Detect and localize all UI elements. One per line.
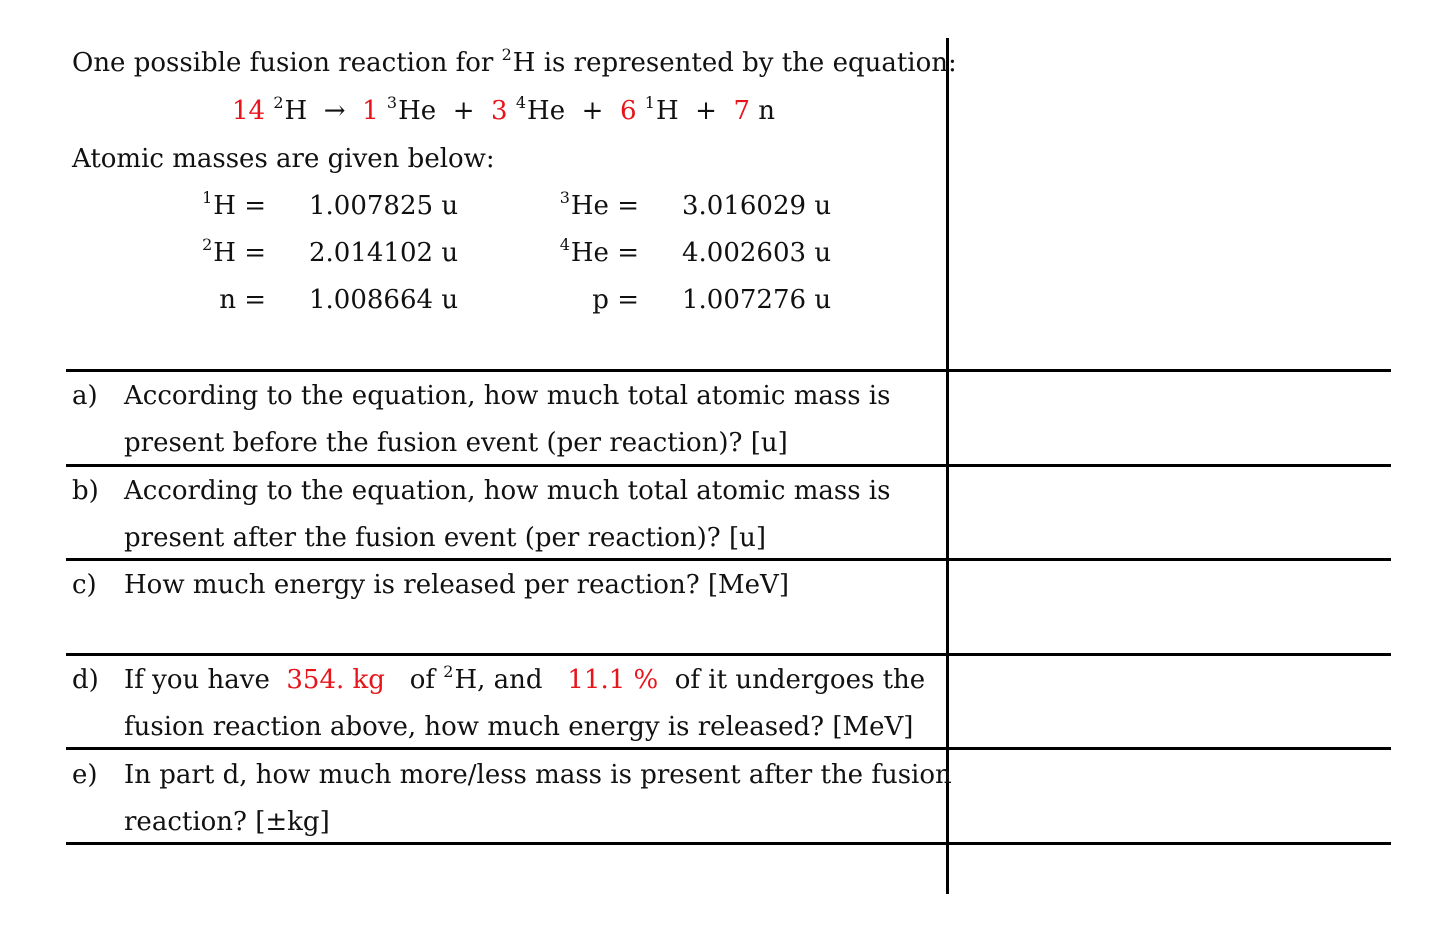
intro-mass-number: 2 <box>501 44 512 64</box>
mass-number: 3 <box>386 92 398 112</box>
element-symbol: He <box>527 96 566 126</box>
coefficient-2h: 14 <box>232 96 266 126</box>
question-d-line2: fusion reaction above, how much energy is released? [MeV] <box>124 712 914 742</box>
reaction-arrow: → <box>323 96 346 126</box>
question-e-label: e) <box>72 760 98 790</box>
question-b-label: b) <box>72 476 99 506</box>
mass-number: 2 <box>202 234 213 254</box>
mass-number: 1 <box>202 187 213 207</box>
row-divider <box>66 558 1391 561</box>
element-symbol: H <box>655 96 679 126</box>
element-symbol: n <box>758 96 776 126</box>
question-a-line1: According to the equation, how much total atomic mass is <box>124 381 891 411</box>
question-a-label: a) <box>72 381 98 411</box>
plus-sign: + <box>581 96 604 126</box>
masses-heading: Atomic masses are given below: <box>72 144 495 174</box>
mass-value-3he: 3.016029 u <box>682 191 832 221</box>
mass-label-1h <box>150 187 266 221</box>
coefficient-4he: 3 <box>491 96 508 126</box>
plus-sign: + <box>452 96 475 126</box>
mass-label-text: H = <box>213 191 266 221</box>
row-divider <box>66 842 1391 845</box>
coefficient-1h: 6 <box>619 96 637 126</box>
mass-value-4he: 4.002603 u <box>682 238 832 268</box>
question-e-line1: In part d, how much more/less mass is present after the fusion <box>124 760 952 790</box>
question-b-line1: According to the equation, how much total atomic mass is <box>124 476 891 506</box>
mass-label-text: H = <box>213 238 266 268</box>
mass-number: 4 <box>559 234 570 254</box>
mass-label-p: p = <box>592 285 639 315</box>
mass-label-4he <box>520 234 639 268</box>
deuterium-mass-value: 354. kg <box>286 665 385 695</box>
mass-number: 4 <box>515 92 527 112</box>
row-divider <box>66 653 1391 656</box>
question-d-line1 <box>124 661 926 695</box>
intro-post: H is represented by the equation: <box>512 48 957 78</box>
mass-number: 3 <box>559 187 570 207</box>
question-d-label: d) <box>72 665 99 695</box>
mass-value-p: 1.007276 u <box>682 285 832 315</box>
question-c-label: c) <box>72 570 97 600</box>
question-d-of: of <box>409 665 436 695</box>
mass-label-3he <box>520 187 639 221</box>
row-divider <box>66 464 1391 467</box>
mass-number: 1 <box>644 92 655 112</box>
coefficient-3he: 1 <box>362 96 379 126</box>
plus-sign: + <box>695 96 717 126</box>
fusion-percent-value: 11.1 % <box>567 665 659 695</box>
question-b-line2: present after the fusion event (per reaction)? [u] <box>124 523 767 553</box>
row-divider <box>66 747 1391 750</box>
question-d-iso-post: H, and <box>454 665 543 695</box>
question-e-line2: reaction? [±kg] <box>124 807 330 837</box>
mass-label-text: He = <box>570 191 639 221</box>
mass-label-2h <box>150 234 266 268</box>
question-d-post: of it undergoes the <box>674 665 926 695</box>
mass-number: 2 <box>443 661 454 681</box>
intro-text <box>72 44 957 78</box>
mass-label-n: n = <box>219 285 266 315</box>
mass-label-text: He = <box>570 238 639 268</box>
element-symbol: He <box>398 96 437 126</box>
question-d-pre: If you have <box>124 665 270 695</box>
intro-pre: One possible fusion reaction for <box>72 48 494 78</box>
coefficient-n: 7 <box>733 96 751 126</box>
mass-value-2h: 2.014102 u <box>309 238 459 268</box>
question-a-line2: present before the fusion event (per reaction)? [u] <box>124 428 788 458</box>
mass-number: 2 <box>273 92 284 112</box>
mass-value-n: 1.008664 u <box>309 285 459 315</box>
mass-value-1h: 1.007825 u <box>309 191 459 221</box>
row-divider <box>66 369 1391 372</box>
element-symbol: H <box>284 96 308 126</box>
fusion-equation <box>232 92 776 126</box>
question-c-line1: How much energy is released per reaction? [MeV] <box>124 570 789 600</box>
